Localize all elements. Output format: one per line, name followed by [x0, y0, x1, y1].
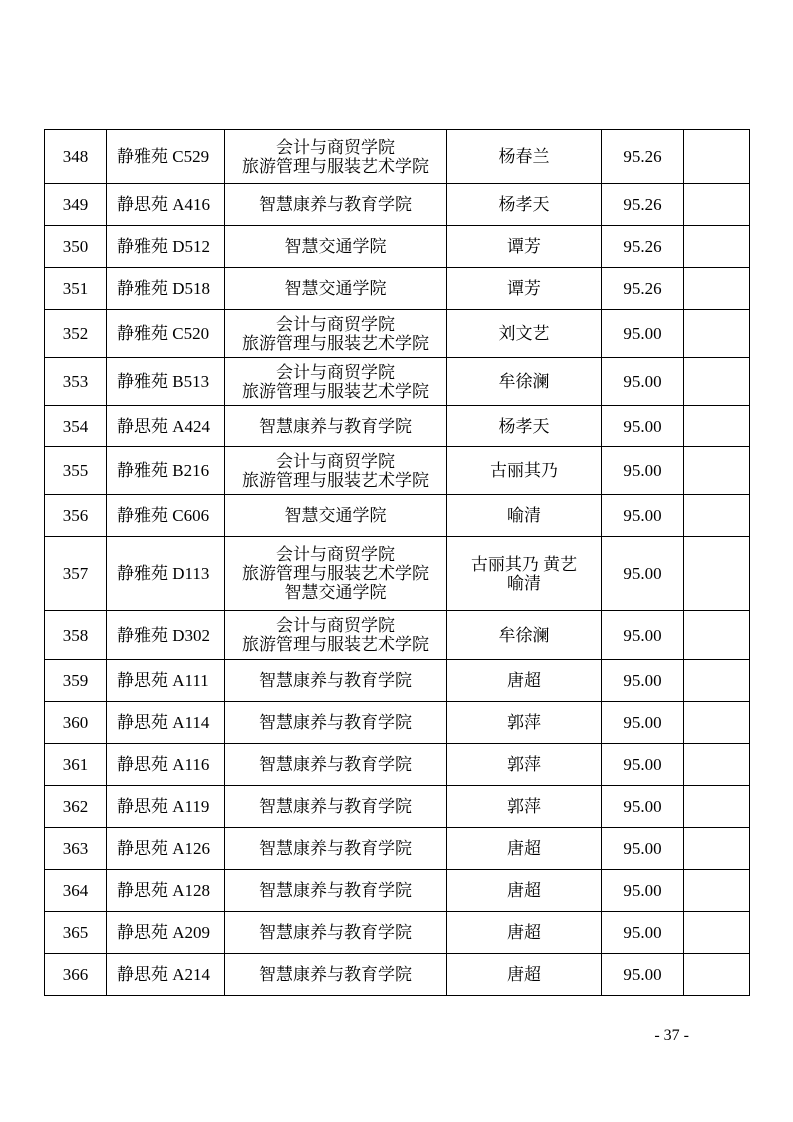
room-cell: 静思苑 A126: [107, 828, 225, 870]
room-cell: 静思苑 A119: [107, 786, 225, 828]
college-cell: [225, 537, 447, 611]
teacher-cell-line: 郭萍: [507, 797, 541, 816]
college-cell: [225, 744, 447, 786]
score-cell: 95.00: [602, 611, 684, 660]
note-cell: [684, 130, 750, 184]
table-row: [45, 537, 750, 611]
note-cell: [684, 406, 750, 447]
score-cell: 95.00: [602, 954, 684, 996]
row-number-cell: 353: [45, 358, 107, 406]
college-cell: [225, 702, 447, 744]
score-cell: 95.00: [602, 702, 684, 744]
table-row: [45, 912, 750, 954]
college-cell-line: 旅游管理与服装艺术学院: [242, 381, 429, 401]
college-cell-line: 智慧康养与教育学院: [259, 797, 412, 816]
score-cell: 95.00: [602, 828, 684, 870]
row-number-cell: 354: [45, 406, 107, 447]
college-cell: [225, 358, 447, 406]
teacher-cell-line: 郭萍: [507, 713, 541, 732]
college-cell-line: 智慧交通学院: [284, 583, 387, 602]
college-cell-line: 智慧交通学院: [284, 237, 387, 256]
room-cell: 静雅苑 B216: [107, 447, 225, 495]
teacher-cell: [447, 495, 602, 537]
page-number: - 37 -: [654, 1027, 689, 1044]
college-cell: [225, 310, 447, 358]
score-cell: 95.00: [602, 537, 684, 611]
row-number-cell: 351: [45, 268, 107, 310]
table-row: [45, 358, 750, 406]
row-number-cell: 352: [45, 310, 107, 358]
college-cell: [225, 912, 447, 954]
note-cell: [684, 912, 750, 954]
teacher-cell: [447, 130, 602, 184]
score-cell: 95.00: [602, 912, 684, 954]
table-body: [45, 130, 750, 996]
college-cell-line: 会计与商贸学院: [276, 545, 395, 564]
table-row: [45, 184, 750, 226]
teacher-cell-line: 古丽其乃 黄艺: [470, 554, 578, 574]
teacher-cell: [447, 537, 602, 611]
college-cell-line: 旅游管理与服装艺术学院: [242, 635, 429, 654]
teacher-cell-line: 郭萍: [507, 755, 541, 774]
row-number-cell: 348: [45, 130, 107, 184]
score-cell: 95.26: [602, 184, 684, 226]
college-cell-line: 会计与商贸学院: [276, 137, 395, 157]
row-number-cell: 364: [45, 870, 107, 912]
row-number-cell: 355: [45, 447, 107, 495]
teacher-cell-line: 喻清: [507, 573, 541, 593]
teacher-cell-line: 牟徐澜: [498, 625, 550, 645]
college-cell-line: 旅游管理与服装艺术学院: [242, 333, 429, 353]
row-number-cell: 363: [45, 828, 107, 870]
table-row: [45, 954, 750, 996]
college-cell: [225, 611, 447, 660]
row-number-cell: 349: [45, 184, 107, 226]
teacher-cell-line: 唐超: [507, 923, 541, 942]
college-cell: [225, 828, 447, 870]
college-cell-line: 会计与商贸学院: [276, 616, 395, 635]
college-cell-line: 旅游管理与服装艺术学院: [242, 564, 429, 583]
room-cell: 静雅苑 D518: [107, 268, 225, 310]
score-cell: 95.26: [602, 268, 684, 310]
teacher-cell: [447, 702, 602, 744]
note-cell: [684, 495, 750, 537]
college-cell-line: 智慧康养与教育学院: [259, 839, 412, 858]
note-cell: [684, 358, 750, 406]
room-cell: 静雅苑 C606: [107, 495, 225, 537]
row-number-cell: 356: [45, 495, 107, 537]
college-cell: [225, 406, 447, 447]
teacher-cell: [447, 268, 602, 310]
college-cell: [225, 184, 447, 226]
teacher-cell-line: 杨孝天: [498, 195, 550, 214]
note-cell: [684, 537, 750, 611]
table-row: [45, 406, 750, 447]
teacher-cell-line: 谭芳: [507, 237, 541, 256]
college-cell: [225, 447, 447, 495]
room-cell: 静雅苑 D302: [107, 611, 225, 660]
row-number-cell: 358: [45, 611, 107, 660]
note-cell: [684, 310, 750, 358]
note-cell: [684, 744, 750, 786]
note-cell: [684, 828, 750, 870]
teacher-cell-line: 刘文艺: [498, 324, 550, 343]
teacher-cell-line: 喻清: [507, 506, 541, 525]
table-row: [45, 226, 750, 268]
row-number-cell: 357: [45, 537, 107, 611]
teacher-cell: [447, 310, 602, 358]
note-cell: [684, 268, 750, 310]
table-row: [45, 495, 750, 537]
college-cell: [225, 495, 447, 537]
row-number-cell: 362: [45, 786, 107, 828]
row-number-cell: 361: [45, 744, 107, 786]
row-number-cell: 366: [45, 954, 107, 996]
note-cell: [684, 786, 750, 828]
teacher-cell-line: 唐超: [507, 881, 541, 900]
teacher-cell: [447, 226, 602, 268]
college-cell-line: 智慧交通学院: [284, 279, 387, 298]
score-cell: 95.26: [602, 226, 684, 268]
row-number-cell: 360: [45, 702, 107, 744]
note-cell: [684, 184, 750, 226]
table-row: [45, 611, 750, 660]
row-number-cell: 359: [45, 660, 107, 702]
teacher-cell: [447, 870, 602, 912]
table-row: [45, 744, 750, 786]
table-row: [45, 786, 750, 828]
table-row: [45, 702, 750, 744]
room-cell: 静思苑 A114: [107, 702, 225, 744]
room-cell: 静思苑 A111: [107, 660, 225, 702]
college-cell: [225, 268, 447, 310]
college-cell-line: 智慧康养与教育学院: [259, 713, 412, 732]
room-cell: 静雅苑 B513: [107, 358, 225, 406]
room-cell: 静雅苑 C520: [107, 310, 225, 358]
teacher-cell-line: 唐超: [507, 965, 541, 984]
room-cell: 静雅苑 D512: [107, 226, 225, 268]
score-cell: 95.00: [602, 406, 684, 447]
score-cell: 95.00: [602, 870, 684, 912]
table-row: [45, 828, 750, 870]
college-cell: [225, 130, 447, 184]
score-cell: 95.00: [602, 447, 684, 495]
college-cell-line: 旅游管理与服装艺术学院: [242, 470, 429, 490]
teacher-cell-line: 古丽其乃: [490, 461, 558, 480]
note-cell: [684, 870, 750, 912]
room-cell: 静思苑 A209: [107, 912, 225, 954]
teacher-cell: [447, 744, 602, 786]
table-row: [45, 447, 750, 495]
college-cell-line: 智慧康养与教育学院: [259, 195, 412, 214]
teacher-cell: [447, 786, 602, 828]
teacher-cell-line: 唐超: [507, 839, 541, 858]
score-cell: 95.00: [602, 660, 684, 702]
teacher-cell-line: 杨春兰: [498, 147, 550, 166]
table-row: [45, 660, 750, 702]
note-cell: [684, 611, 750, 660]
teacher-cell: [447, 828, 602, 870]
teacher-cell-line: 谭芳: [507, 279, 541, 298]
room-cell: 静雅苑 C529: [107, 130, 225, 184]
room-cell: 静思苑 A128: [107, 870, 225, 912]
teacher-cell: [447, 954, 602, 996]
college-cell-line: 会计与商贸学院: [276, 451, 395, 471]
teacher-cell: [447, 660, 602, 702]
room-cell: 静雅苑 D113: [107, 537, 225, 611]
teacher-cell: [447, 358, 602, 406]
college-cell-line: 智慧交通学院: [284, 506, 387, 525]
teacher-cell-line: 牟徐澜: [498, 372, 550, 391]
score-cell: 95.00: [602, 786, 684, 828]
score-cell: 95.00: [602, 310, 684, 358]
note-cell: [684, 954, 750, 996]
college-cell-line: 智慧康养与教育学院: [259, 755, 412, 774]
table-row: [45, 310, 750, 358]
teacher-cell: [447, 406, 602, 447]
note-cell: [684, 226, 750, 268]
teacher-cell: [447, 184, 602, 226]
note-cell: [684, 447, 750, 495]
row-number-cell: 365: [45, 912, 107, 954]
teacher-cell-line: 杨孝天: [498, 416, 550, 436]
college-cell-line: 会计与商贸学院: [276, 362, 395, 382]
score-cell: 95.00: [602, 495, 684, 537]
college-cell-line: 会计与商贸学院: [276, 314, 395, 334]
score-cell: 95.00: [602, 744, 684, 786]
teacher-cell: [447, 447, 602, 495]
note-cell: [684, 702, 750, 744]
dormitory-score-table: [44, 129, 750, 996]
college-cell: [225, 226, 447, 268]
college-cell-line: 智慧康养与教育学院: [259, 965, 412, 984]
college-cell: [225, 870, 447, 912]
college-cell-line: 智慧康养与教育学院: [259, 881, 412, 900]
table-row: [45, 870, 750, 912]
college-cell: [225, 660, 447, 702]
college-cell-line: 智慧康养与教育学院: [259, 671, 412, 690]
row-number-cell: 350: [45, 226, 107, 268]
college-cell: [225, 786, 447, 828]
teacher-cell-line: 唐超: [507, 671, 541, 690]
table-row: [45, 268, 750, 310]
room-cell: 静思苑 A214: [107, 954, 225, 996]
college-cell-line: 旅游管理与服装艺术学院: [242, 156, 429, 176]
college-cell: [225, 954, 447, 996]
room-cell: 静思苑 A116: [107, 744, 225, 786]
teacher-cell: [447, 611, 602, 660]
college-cell-line: 智慧康养与教育学院: [259, 416, 412, 436]
room-cell: 静思苑 A416: [107, 184, 225, 226]
score-cell: 95.26: [602, 130, 684, 184]
table-row: [45, 130, 750, 184]
room-cell: 静思苑 A424: [107, 406, 225, 447]
teacher-cell: [447, 912, 602, 954]
college-cell-line: 智慧康养与教育学院: [259, 923, 412, 942]
note-cell: [684, 660, 750, 702]
score-cell: 95.00: [602, 358, 684, 406]
